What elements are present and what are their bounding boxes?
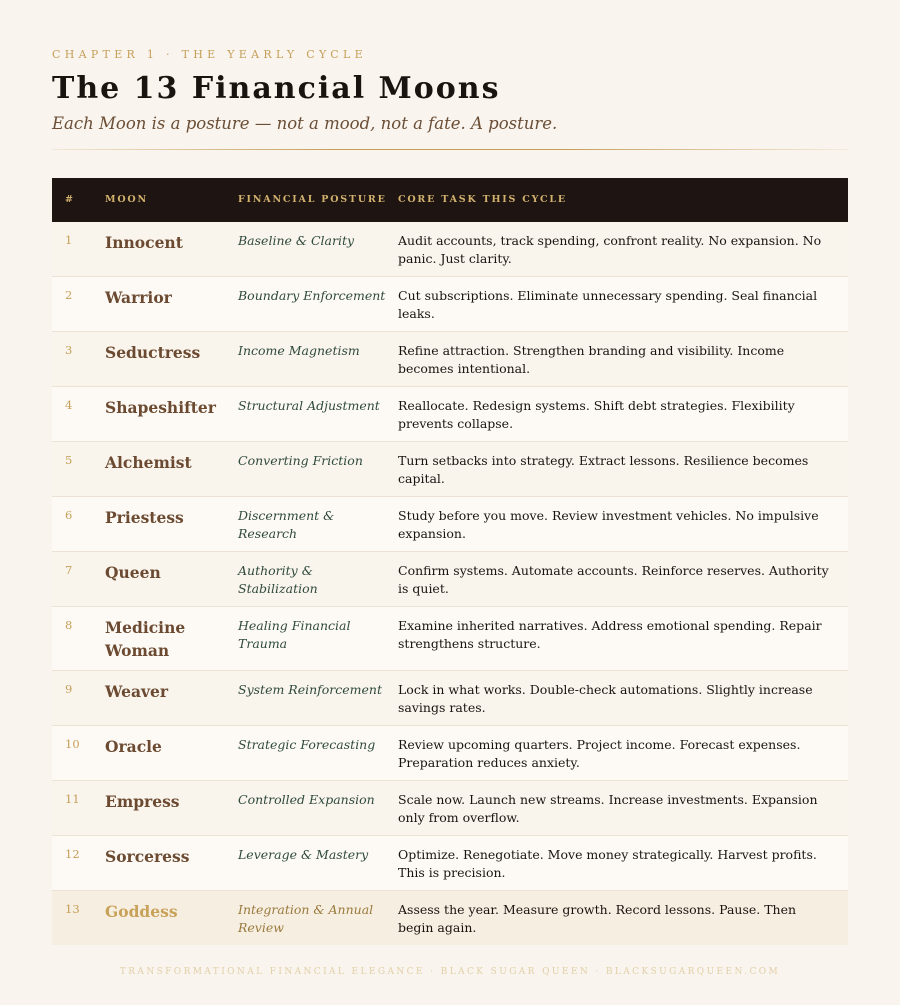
core-task: Reallocate. Redesign systems. Shift debt strategies. Flexibility prevents collapse. <box>398 398 795 431</box>
column-header-posture: FINANCIAL POSTURE <box>238 194 387 205</box>
moon-name: Medicine Woman <box>105 618 186 660</box>
row-number: 7 <box>65 563 73 577</box>
page-subtitle: Each Moon is a posture — not a mood, not a fate. A posture. <box>52 114 558 133</box>
moon-name: Warrior <box>105 288 172 307</box>
table-row <box>52 726 848 781</box>
financial-posture: Integration & Annual Review <box>238 902 374 935</box>
financial-posture: Authority & Stabilization <box>238 563 318 596</box>
page-title: The 13 Financial Moons <box>52 71 501 106</box>
moon-name: Seductress <box>105 343 201 362</box>
table-row <box>52 277 848 332</box>
moon-name: Oracle <box>105 737 162 756</box>
column-header-number: # <box>65 194 75 205</box>
core-task: Scale now. Launch new streams. Increase investments. Expansion only from overflow. <box>398 792 818 825</box>
table-row <box>52 332 848 387</box>
moon-name: Shapeshifter <box>105 398 216 417</box>
core-task: Cut subscriptions. Eliminate unnecessary spending. Seal financial leaks. <box>398 288 818 321</box>
core-task: Optimize. Renegotiate. Move money strategically. Harvest profits. This is precision. <box>398 847 817 880</box>
row-number: 2 <box>65 288 73 302</box>
row-number: 9 <box>65 682 73 696</box>
row-number: 3 <box>65 343 73 357</box>
financial-posture: Baseline & Clarity <box>238 233 355 248</box>
financial-posture: System Reinforcement <box>238 682 382 697</box>
row-number: 8 <box>65 618 73 632</box>
financial-posture: Converting Friction <box>238 453 363 468</box>
core-task: Study before you move. Review investment vehicles. No impulsive expansion. <box>398 508 819 541</box>
table-row <box>52 442 848 497</box>
core-task: Turn setbacks into strategy. Extract lessons. Resilience becomes capital. <box>398 453 809 486</box>
table-row-highlighted <box>52 891 848 946</box>
financial-posture: Boundary Enforcement <box>238 288 386 303</box>
table-header-row <box>52 178 848 222</box>
row-number: 4 <box>65 398 73 412</box>
table-row <box>52 836 848 891</box>
moon-name: Alchemist <box>105 453 192 472</box>
column-header-moon: MOON <box>105 194 148 205</box>
financial-posture: Discernment & Research <box>238 508 335 541</box>
row-number: 11 <box>65 792 80 806</box>
table-row <box>52 387 848 442</box>
row-number: 10 <box>65 737 80 751</box>
divider <box>52 149 848 150</box>
moon-name: Weaver <box>105 682 169 701</box>
financial-posture: Strategic Forecasting <box>238 737 376 752</box>
core-task: Review upcoming quarters. Project income. Forecast expenses. Preparation reduces anxiety. <box>398 737 801 770</box>
table-row <box>52 607 848 671</box>
table-row <box>52 552 848 607</box>
financial-posture: Structural Adjustment <box>238 398 380 413</box>
table-row <box>52 222 848 277</box>
moons-table <box>52 178 848 945</box>
chapter-kicker: CHAPTER 1 · THE YEARLY CYCLE <box>52 48 367 61</box>
core-task: Refine attraction. Strengthen branding and visibility. Income becomes intentional. <box>398 343 785 376</box>
financial-posture: Healing Financial Trauma <box>238 618 351 651</box>
moon-name: Innocent <box>105 233 183 252</box>
moon-name: Goddess <box>105 902 178 921</box>
row-number: 1 <box>65 233 73 247</box>
financial-posture: Controlled Expansion <box>238 792 375 807</box>
core-task: Audit accounts, track spending, confront reality. No expansion. No panic. Just clarity. <box>398 233 822 266</box>
moon-name: Priestess <box>105 508 184 527</box>
row-number: 13 <box>65 902 80 916</box>
core-task: Lock in what works. Double-check automations. Slightly increase savings rates. <box>398 682 813 715</box>
table-row <box>52 671 848 726</box>
core-task: Assess the year. Measure growth. Record lessons. Pause. Then begin again. <box>398 902 797 935</box>
core-task: Examine inherited narratives. Address emotional spending. Repair strengthens structure. <box>398 618 822 651</box>
footer-tagline: TRANSFORMATIONAL FINANCIAL ELEGANCE · BLACK SUGAR QUEEN · BLACKSUGARQUEEN.COM <box>119 967 781 977</box>
moon-name: Sorceress <box>105 847 190 866</box>
row-number: 5 <box>65 453 73 467</box>
table-row <box>52 781 848 836</box>
row-number: 6 <box>65 508 73 522</box>
core-task: Confirm systems. Automate accounts. Reinforce reserves. Authority is quiet. <box>398 563 829 596</box>
table-row <box>52 497 848 552</box>
row-number: 12 <box>65 847 80 861</box>
moon-name: Queen <box>105 563 161 582</box>
column-header-task: CORE TASK THIS CYCLE <box>398 194 567 205</box>
moon-name: Empress <box>105 792 180 811</box>
financial-posture: Leverage & Mastery <box>238 847 369 862</box>
financial-posture: Income Magnetism <box>238 343 360 358</box>
